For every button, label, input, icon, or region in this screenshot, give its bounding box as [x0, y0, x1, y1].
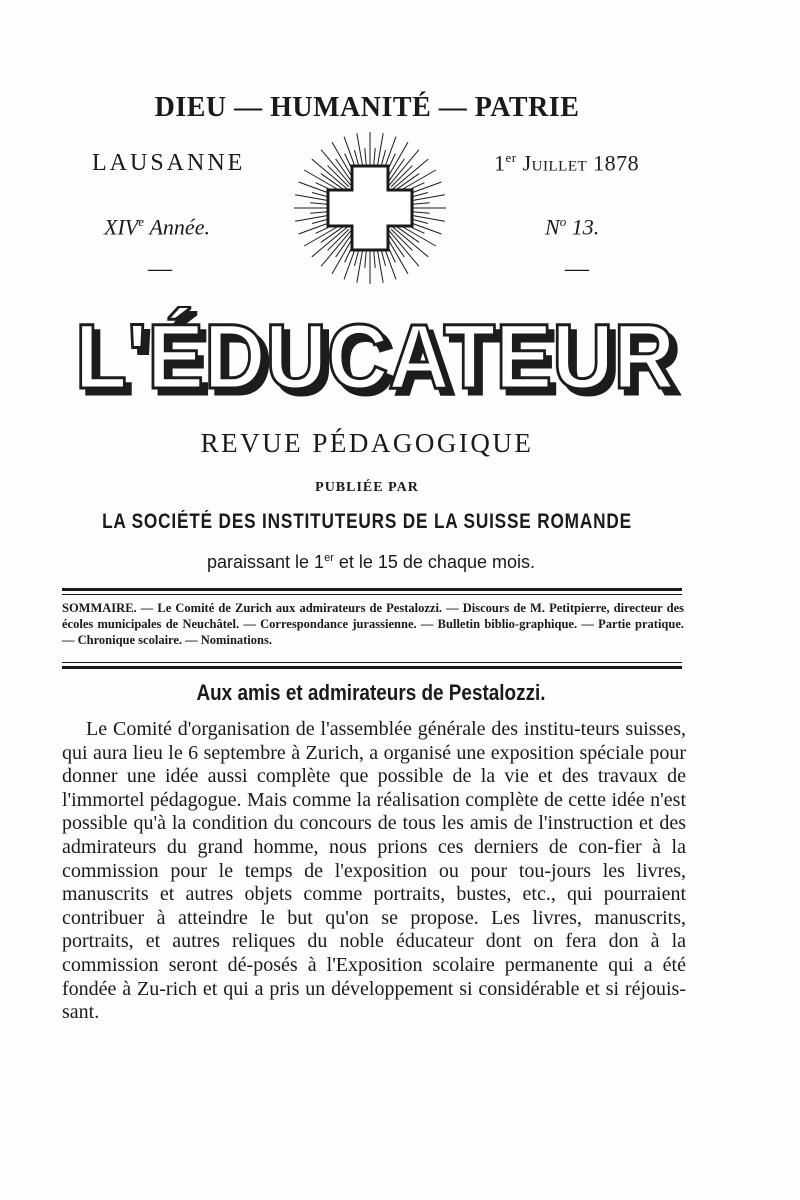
date-year: 1878 [593, 150, 640, 176]
volume-roman: XIV [104, 214, 139, 240]
motto: DIEU — HUMANITÉ — PATRIE [154, 92, 580, 123]
issue-number [545, 214, 599, 240]
rule-top-thin [62, 594, 682, 595]
date-day-sup: er [505, 150, 517, 165]
volume-sup: e [138, 214, 144, 229]
rule-mid-thick [62, 666, 682, 669]
left-dash: — [148, 256, 172, 282]
volume-year [104, 214, 210, 240]
location: LAUSANNE [92, 150, 246, 176]
date-day: 1 [494, 150, 506, 176]
subtitle: REVUE PÉDAGOGIQUE [200, 428, 534, 458]
summary-label: SOMMAIRE. [62, 601, 137, 615]
frequency [0, 552, 742, 573]
summary [62, 600, 684, 648]
issue-sup: o [559, 214, 567, 229]
issue-label: N [545, 214, 560, 240]
issue-date [494, 150, 639, 176]
title-logo [60, 306, 690, 406]
issue-number-value: 13. [571, 214, 600, 240]
article-heading: Aux amis et admirateurs de Pestalozzi. [196, 680, 546, 705]
right-dash: — [565, 256, 589, 282]
summary-text: — Le Comité de Zurich aux admirateurs de Pestalozzi. — Discours de M. Petitpierre, directeur des écoles municipales de Neuchâtel. — Correspondance jurassienne. — Bulletin biblio-graphique. — Partie pratique. — Chronique scolaire. — Nominations. [62, 601, 684, 647]
published-by: PUBLIÉE PAR [315, 480, 419, 495]
article-body: Le Comité d'organisation de l'assemblée générale des institu-teurs suisses, qui aura lieu le 6 septembre à Zurich, a organisé une exposition spéciale pour donner une idée aussi complète que possible de la vie et des travaux de l'immortel pédagogue. Mais comme la réalisation complète de cette idée n'est possible qu'à la condition du concours de tous les amis de l'instruction et des admirateurs du grand homme, nous prions ces derniers de con-fier à la commission pour le temps de l'exposition ou pour tou-jours les livres, manuscrits et autres objets comme portraits, bustes, etc., qui pourraient contribuer à atteindre le but qu'on se propose. Les livres, manuscrits, portraits, et autres reliques du noble éducateur dont on fera don à la commission seront dé-posés à l'Exposition scolaire permanente qui a été fondée à Zu-rich et qui a pris un développement si considérable et si réjouis-sant. [62, 718, 686, 1024]
rule-top-thick [62, 588, 682, 591]
frequency-pre: paraissant le 1 [207, 552, 325, 572]
swiss-cross-emblem [290, 128, 450, 288]
volume-word: Année. [149, 214, 210, 240]
frequency-sup: er [324, 552, 334, 564]
rule-mid-thin [62, 662, 682, 663]
frequency-post: et le 15 de chaque mois. [333, 552, 535, 572]
svg-text:L'ÉDUCATEUR: L'ÉDUCATEUR [75, 306, 690, 406]
masthead-title [60, 306, 690, 406]
date-month: Juillet [522, 150, 588, 176]
sunburst-icon [290, 128, 450, 288]
society-name: LA SOCIÉTÉ DES INSTITUTEURS DE LA SUISSE ROMANDE [102, 510, 632, 533]
